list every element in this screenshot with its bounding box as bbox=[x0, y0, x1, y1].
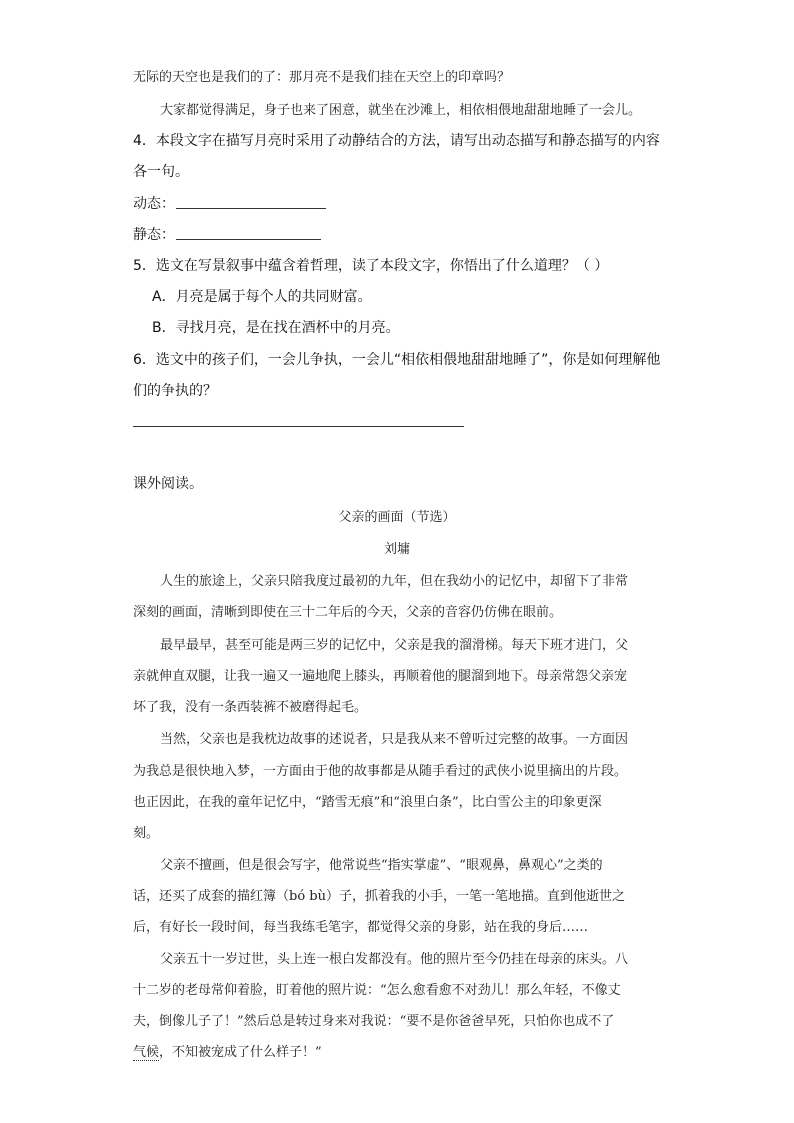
dynamic-answer-line[interactable] bbox=[176, 208, 326, 209]
static-label: 静态： bbox=[133, 227, 175, 243]
paragraph-line: 十二岁的老母常仰着脸，盯着他的照片说：“怎么愈看愈不对劲儿！那么年轻，不像丈 bbox=[133, 983, 621, 998]
article-author: 刘墉 bbox=[383, 542, 410, 557]
paragraph-line bbox=[133, 1041, 322, 1060]
paragraph-line: 父亲不擅画，但是很会写字，他常说些“指实掌虚”、“眼观鼻，鼻观心”之类的 bbox=[160, 858, 603, 873]
passage-line: 无际的天空也是我们的了：那月亮不是我们挂在天空上的印章吗？ bbox=[133, 70, 511, 85]
paragraph-line: 后，有好长一段时间，每当我练毛笔字，都觉得父亲的身影，站在我的身后…… bbox=[133, 920, 589, 935]
paragraph-line: 亲就伸直双腿，让我一遍又一遍地爬上膝头，再顺着他的腿溜到地下。母亲常怨父亲宠 bbox=[133, 669, 628, 684]
section-title: 课外阅读。 bbox=[133, 476, 203, 492]
question-6-answer-line[interactable] bbox=[133, 426, 464, 427]
paragraph-line: 为我总是很快地入梦，一方面由于他的故事都是从随手看过的武侠小说里摘出的片段。 bbox=[133, 764, 628, 779]
question-5-stem: 5．选文在写景叙事中蕴含着哲理，读了本段文字，你悟出了什么道理？（ ） bbox=[133, 258, 609, 274]
paragraph-line: 也正因此，在我的童年记忆中，“踏雪无痕”和“浪里白条”，比白雪公主的印象更深 bbox=[133, 795, 602, 810]
paragraph-line: 人生的旅途上，父亲只陪我度过最初的九年，但在我幼小的记忆中，却留下了非常 bbox=[160, 574, 629, 589]
paragraph-line: 最早最早，甚至可能是两三岁的记忆中，父亲是我的溜滑梯。每天下班才进门，父 bbox=[160, 638, 629, 653]
emphasized-word: 气候 bbox=[133, 1045, 160, 1060]
dynamic-label: 动态： bbox=[133, 196, 175, 212]
question-6-stem-cont: 们的争执的？ bbox=[133, 383, 217, 399]
article-title: 父亲的画面（节选） bbox=[338, 510, 456, 525]
question-5-option-b[interactable]: B．寻找月亮，是在找在酒杯中的月亮。 bbox=[152, 320, 400, 336]
paragraph-line: 当然，父亲也是我枕边故事的述说者，只是我从来不曾听过完整的故事。一方面因 bbox=[160, 732, 629, 747]
paragraph-line: 话，还买了成套的描红簿（bó bù）子，抓着我的小手，一笔一笔地描。直到他逝世之 bbox=[133, 889, 625, 904]
paragraph-line: 夫，倒像儿子了！”然后总是转过身来对我说：“要不是你爸爸早死，只怕你也成不了 bbox=[133, 1014, 615, 1029]
paragraph-line: 父亲五十一岁过世，头上连一根白发都没有。他的照片至今仍挂在母亲的床头。八 bbox=[160, 952, 629, 967]
paragraph-line: 坏了我，没有一条西装裤不被磨得起毛。 bbox=[133, 700, 368, 715]
question-6-stem: 6．选文中的孩子们，一会儿争执，一会儿“相依相偎地甜甜地睡了”，你是如何理解他 bbox=[133, 352, 661, 368]
paragraph-line: 深刻的画面，清晰到即使在三十二年后的今天，父亲的音容仍仿佛在眼前。 bbox=[133, 605, 563, 620]
paragraph-line: 刻。 bbox=[133, 826, 160, 841]
question-4-stem-cont: 各一句。 bbox=[133, 164, 189, 180]
paragraph-line-rest: ，不知被宠成了什么样子！” bbox=[159, 1045, 322, 1060]
question-5-option-a[interactable]: A．月亮是属于每个人的共同财富。 bbox=[152, 289, 372, 305]
static-answer-line[interactable] bbox=[176, 239, 321, 240]
question-4-stem: 4．本段文字在描写月亮时采用了动静结合的方法，请写出动态描写和静态描写的内容 bbox=[133, 133, 660, 149]
passage-line: 大家都觉得满足，身子也来了困意，就坐在沙滩上，相依相偎地甜甜地睡了一会儿。 bbox=[160, 103, 642, 118]
